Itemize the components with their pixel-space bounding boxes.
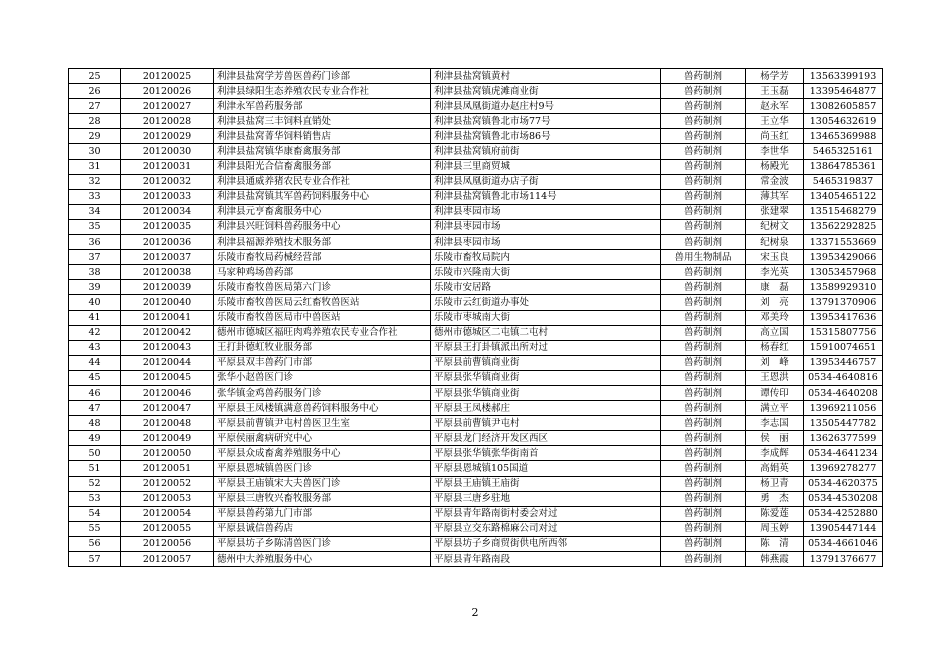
contact-person: 王立华 [746, 114, 804, 129]
product-category: 兽用生物制品 [661, 250, 746, 265]
product-category: 兽药制剂 [661, 325, 746, 340]
product-category: 兽药制剂 [661, 416, 746, 431]
business-address: 平原县张华镇商业街 [431, 385, 661, 400]
license-code: 20120032 [121, 174, 214, 189]
business-address: 利津县三里商贸城 [431, 159, 661, 174]
contact-person: 赵永军 [746, 99, 804, 114]
product-category: 兽药制剂 [661, 476, 746, 491]
table-row [69, 521, 883, 536]
business-name: 德州中大养殖服务中心 [214, 552, 431, 567]
table-row [69, 265, 883, 280]
row-number: 26 [69, 84, 121, 99]
contact-phone: 5465325161 [804, 144, 883, 159]
row-number: 36 [69, 235, 121, 250]
contact-phone: 13626377599 [804, 431, 883, 446]
table-row [69, 250, 883, 265]
license-code: 20120046 [121, 385, 214, 400]
product-category: 兽药制剂 [661, 536, 746, 551]
product-category: 兽药制剂 [661, 204, 746, 219]
row-number: 54 [69, 506, 121, 521]
table-row [69, 144, 883, 159]
product-category: 兽药制剂 [661, 280, 746, 295]
product-category: 兽药制剂 [661, 431, 746, 446]
business-address: 利津县盐窝镇鲁北市场77号 [431, 114, 661, 129]
product-category: 兽药制剂 [661, 446, 746, 461]
product-category: 兽药制剂 [661, 159, 746, 174]
product-category: 兽药制剂 [661, 385, 746, 400]
contact-phone: 13053457968 [804, 265, 883, 280]
row-number: 49 [69, 431, 121, 446]
contact-phone: 0534-4661046 [804, 536, 883, 551]
contact-person: 尚玉红 [746, 129, 804, 144]
row-number: 29 [69, 129, 121, 144]
row-number: 32 [69, 174, 121, 189]
license-code: 20120038 [121, 265, 214, 280]
contact-phone: 0534-4640208 [804, 385, 883, 400]
license-code: 20120030 [121, 144, 214, 159]
license-code: 20120029 [121, 129, 214, 144]
license-code: 20120037 [121, 250, 214, 265]
business-address: 平原县张华镇商业街 [431, 370, 661, 385]
business-address: 平原县青年路南街村委会对过 [431, 506, 661, 521]
product-category: 兽药制剂 [661, 219, 746, 234]
contact-phone: 13791376677 [804, 552, 883, 567]
row-number: 33 [69, 189, 121, 204]
table-row [69, 204, 883, 219]
business-name: 平原侯丽禽病研究中心 [214, 431, 431, 446]
business-name: 利津县盐窝三丰饲料直销处 [214, 114, 431, 129]
row-number: 46 [69, 385, 121, 400]
table-row [69, 280, 883, 295]
license-code: 20120039 [121, 280, 214, 295]
license-code: 20120048 [121, 416, 214, 431]
business-name: 乐陵市畜牧局药械经营部 [214, 250, 431, 265]
business-name: 乐陵市畜牧兽医局第六门诊 [214, 280, 431, 295]
license-code: 20120042 [121, 325, 214, 340]
row-number: 52 [69, 476, 121, 491]
contact-person: 杨卫青 [746, 476, 804, 491]
contact-phone: 0534-4641234 [804, 446, 883, 461]
table-row [69, 310, 883, 325]
business-address: 平原县王打卦镇派出所对过 [431, 340, 661, 355]
table-row [69, 536, 883, 551]
license-code: 20120056 [121, 536, 214, 551]
row-number: 30 [69, 144, 121, 159]
row-number: 25 [69, 69, 121, 84]
contact-person: 杨殿光 [746, 159, 804, 174]
business-address: 平原县青年路南段 [431, 552, 661, 567]
table-row [69, 174, 883, 189]
table-row [69, 325, 883, 340]
business-name: 张华镇金鸡兽药服务门诊 [214, 385, 431, 400]
table-row [69, 69, 883, 84]
table-row [69, 416, 883, 431]
table-row [69, 506, 883, 521]
product-category: 兽药制剂 [661, 552, 746, 567]
product-category: 兽药制剂 [661, 355, 746, 370]
contact-person: 陈 清 [746, 536, 804, 551]
contact-person: 纪树文 [746, 219, 804, 234]
table-row [69, 84, 883, 99]
contact-person: 李光英 [746, 265, 804, 280]
license-code: 20120051 [121, 461, 214, 476]
license-code: 20120026 [121, 84, 214, 99]
product-category: 兽药制剂 [661, 310, 746, 325]
license-code: 20120034 [121, 204, 214, 219]
table-row [69, 99, 883, 114]
business-name: 平原县前曹镇尹屯村兽医卫生室 [214, 416, 431, 431]
contact-phone: 13953446757 [804, 355, 883, 370]
table-row [69, 340, 883, 355]
business-name: 平原县王庙镇宋大夫兽医门诊 [214, 476, 431, 491]
row-number: 27 [69, 99, 121, 114]
contact-phone: 13791370906 [804, 295, 883, 310]
business-address: 平原县张华镇张华街南首 [431, 446, 661, 461]
table-row [69, 385, 883, 400]
table-row [69, 431, 883, 446]
product-category: 兽药制剂 [661, 370, 746, 385]
table-row [69, 461, 883, 476]
contact-phone: 13969278277 [804, 461, 883, 476]
table-row [69, 235, 883, 250]
table-row [69, 370, 883, 385]
business-address: 平原县前曹镇尹屯村 [431, 416, 661, 431]
contact-person: 王玉磊 [746, 84, 804, 99]
business-address: 利津县盐窝镇鲁北市场86号 [431, 129, 661, 144]
row-number: 37 [69, 250, 121, 265]
business-address: 平原县立交东路棉麻公司对过 [431, 521, 661, 536]
table-row [69, 114, 883, 129]
contact-person: 王恩洪 [746, 370, 804, 385]
business-name: 利津永军兽药服务部 [214, 99, 431, 114]
row-number: 53 [69, 491, 121, 506]
contact-person: 刘 峰 [746, 355, 804, 370]
license-code: 20120040 [121, 295, 214, 310]
contact-phone: 0534-4530208 [804, 491, 883, 506]
contact-phone: 13515468279 [804, 204, 883, 219]
row-number: 44 [69, 355, 121, 370]
contact-person: 周玉婷 [746, 521, 804, 536]
license-code: 20120025 [121, 69, 214, 84]
business-name: 利津县通威养猪农民专业合作社 [214, 174, 431, 189]
contact-phone: 13969211056 [804, 401, 883, 416]
contact-person: 刘 亮 [746, 295, 804, 310]
table-row [69, 401, 883, 416]
product-category: 兽药制剂 [661, 401, 746, 416]
table-row [69, 552, 883, 567]
contact-phone: 5465319837 [804, 174, 883, 189]
row-number: 43 [69, 340, 121, 355]
contact-phone: 13505447782 [804, 416, 883, 431]
business-address: 平原县前曹镇商业街 [431, 355, 661, 370]
license-code: 20120054 [121, 506, 214, 521]
business-address: 利津县盐窝镇鲁北市场114号 [431, 189, 661, 204]
business-name: 利津县福源养殖技术服务部 [214, 235, 431, 250]
contact-person: 康 磊 [746, 280, 804, 295]
business-name: 平原县众成畜禽养殖服务中心 [214, 446, 431, 461]
product-category: 兽药制剂 [661, 69, 746, 84]
contact-phone: 13864785361 [804, 159, 883, 174]
business-name: 利津县盐窝菁华饲料销售店 [214, 129, 431, 144]
business-name: 平原县双丰兽药门市部 [214, 355, 431, 370]
business-address: 乐陵市云红街道办事处 [431, 295, 661, 310]
contact-phone: 0534-4620375 [804, 476, 883, 491]
license-code: 20120041 [121, 310, 214, 325]
contact-phone: 0534-4640816 [804, 370, 883, 385]
business-name: 德州市德城区福旺肉鸡养殖农民专业合作社 [214, 325, 431, 340]
row-number: 45 [69, 370, 121, 385]
business-address: 乐陵市枣城南大街 [431, 310, 661, 325]
row-number: 28 [69, 114, 121, 129]
license-code: 20120053 [121, 491, 214, 506]
business-address: 平原县坊子乡商贸街供电所西邻 [431, 536, 661, 551]
contact-person: 纪树泉 [746, 235, 804, 250]
contact-phone: 13953417636 [804, 310, 883, 325]
product-category: 兽药制剂 [661, 99, 746, 114]
row-number: 41 [69, 310, 121, 325]
contact-phone: 13082605857 [804, 99, 883, 114]
product-category: 兽药制剂 [661, 521, 746, 536]
row-number: 57 [69, 552, 121, 567]
row-number: 39 [69, 280, 121, 295]
table-row [69, 295, 883, 310]
business-name: 利津县元亨畜禽服务中心 [214, 204, 431, 219]
product-category: 兽药制剂 [661, 506, 746, 521]
license-code: 20120057 [121, 552, 214, 567]
contact-person: 宋玉良 [746, 250, 804, 265]
business-name: 平原县兽药第九门市部 [214, 506, 431, 521]
business-name: 平原县坊子乡陈清兽医门诊 [214, 536, 431, 551]
table-row [69, 476, 883, 491]
contact-person: 李成辉 [746, 446, 804, 461]
business-name: 乐陵市畜牧兽医局云红畜牧兽医站 [214, 295, 431, 310]
license-code: 20120052 [121, 476, 214, 491]
product-category: 兽药制剂 [661, 461, 746, 476]
business-address: 利津县盐窝镇黄村 [431, 69, 661, 84]
table-row [69, 219, 883, 234]
contact-person: 高立国 [746, 325, 804, 340]
contact-person: 张建翠 [746, 204, 804, 219]
registry-table-body [69, 69, 883, 567]
business-address: 平原县王庙镇王庙街 [431, 476, 661, 491]
product-category: 兽药制剂 [661, 129, 746, 144]
contact-person: 陈爱莲 [746, 506, 804, 521]
contact-person: 谭传印 [746, 385, 804, 400]
product-category: 兽药制剂 [661, 189, 746, 204]
business-name: 平原县诚信兽药店 [214, 521, 431, 536]
product-category: 兽药制剂 [661, 491, 746, 506]
license-code: 20120045 [121, 370, 214, 385]
row-number: 48 [69, 416, 121, 431]
business-address: 乐陵市兴隆南大街 [431, 265, 661, 280]
row-number: 40 [69, 295, 121, 310]
business-name: 马家种鸡场兽药部 [214, 265, 431, 280]
license-code: 20120033 [121, 189, 214, 204]
license-code: 20120047 [121, 401, 214, 416]
contact-person: 杨学芳 [746, 69, 804, 84]
license-code: 20120028 [121, 114, 214, 129]
contact-phone: 13562292825 [804, 219, 883, 234]
product-category: 兽药制剂 [661, 235, 746, 250]
contact-person: 侯 丽 [746, 431, 804, 446]
contact-person: 邓美玲 [746, 310, 804, 325]
contact-person: 薄其军 [746, 189, 804, 204]
business-address: 平原县王凤楼郝庄 [431, 401, 661, 416]
row-number: 47 [69, 401, 121, 416]
contact-phone: 15910074651 [804, 340, 883, 355]
business-name: 平原县王凤楼镇满意兽药饲料服务中心 [214, 401, 431, 416]
license-code: 20120035 [121, 219, 214, 234]
contact-phone: 13405465122 [804, 189, 883, 204]
contact-person: 满立平 [746, 401, 804, 416]
business-name: 平原县三唐牧兴畜牧服务部 [214, 491, 431, 506]
contact-phone: 13395464877 [804, 84, 883, 99]
row-number: 55 [69, 521, 121, 536]
business-address: 利津县枣园市场 [431, 219, 661, 234]
contact-person: 韩燕霞 [746, 552, 804, 567]
contact-phone: 13953429066 [804, 250, 883, 265]
contact-person: 常金波 [746, 174, 804, 189]
table-row [69, 446, 883, 461]
license-code: 20120031 [121, 159, 214, 174]
contact-person: 勇 杰 [746, 491, 804, 506]
registry-table [68, 68, 883, 567]
product-category: 兽药制剂 [661, 84, 746, 99]
business-name: 利津县盐窝镇华康畜禽服务部 [214, 144, 431, 159]
business-address: 利津县凤凰街道办店子街 [431, 174, 661, 189]
table-row [69, 159, 883, 174]
page-number: 2 [471, 606, 479, 619]
business-address: 利津县枣园市场 [431, 235, 661, 250]
product-category: 兽药制剂 [661, 265, 746, 280]
license-code: 20120043 [121, 340, 214, 355]
license-code: 20120049 [121, 431, 214, 446]
business-address: 乐陵市安居路 [431, 280, 661, 295]
table-row [69, 491, 883, 506]
contact-person: 李世华 [746, 144, 804, 159]
business-name: 利津县盐窝学芳兽医兽药门诊部 [214, 69, 431, 84]
table-row [69, 129, 883, 144]
license-code: 20120050 [121, 446, 214, 461]
product-category: 兽药制剂 [661, 174, 746, 189]
row-number: 38 [69, 265, 121, 280]
business-name: 王打卦德虹牧业服务部 [214, 340, 431, 355]
product-category: 兽药制剂 [661, 144, 746, 159]
table-row [69, 355, 883, 370]
contact-person: 杨春红 [746, 340, 804, 355]
contact-phone: 15315807756 [804, 325, 883, 340]
contact-phone: 13465369988 [804, 129, 883, 144]
contact-phone: 13371553669 [804, 235, 883, 250]
business-name: 乐陵市畜牧兽医局市中兽医站 [214, 310, 431, 325]
business-name: 利津县阳光合信畜禽服务部 [214, 159, 431, 174]
business-address: 利津县盐窝镇虎滩商业街 [431, 84, 661, 99]
row-number: 34 [69, 204, 121, 219]
contact-person: 李志国 [746, 416, 804, 431]
product-category: 兽药制剂 [661, 114, 746, 129]
contact-phone: 13054632619 [804, 114, 883, 129]
contact-phone: 0534-4252880 [804, 506, 883, 521]
business-name: 利津县盐窝镇其军兽药饲料服务中心 [214, 189, 431, 204]
row-number: 35 [69, 219, 121, 234]
product-category: 兽药制剂 [661, 340, 746, 355]
product-category: 兽药制剂 [661, 295, 746, 310]
table-row [69, 189, 883, 204]
business-address: 德州市德城区二屯镇二屯村 [431, 325, 661, 340]
contact-phone: 13905447144 [804, 521, 883, 536]
business-address: 平原县三唐乡驻地 [431, 491, 661, 506]
license-code: 20120044 [121, 355, 214, 370]
business-address: 利津县枣园市场 [431, 204, 661, 219]
row-number: 51 [69, 461, 121, 476]
contact-phone: 13563399193 [804, 69, 883, 84]
row-number: 31 [69, 159, 121, 174]
license-code: 20120036 [121, 235, 214, 250]
business-address: 乐陵市畜牧局院内 [431, 250, 661, 265]
contact-phone: 13589929310 [804, 280, 883, 295]
business-name: 平原县恩城镇兽医门诊 [214, 461, 431, 476]
license-code: 20120055 [121, 521, 214, 536]
contact-person: 高娟英 [746, 461, 804, 476]
row-number: 56 [69, 536, 121, 551]
business-name: 利津县兴旺饲料兽药服务中心 [214, 219, 431, 234]
license-code: 20120027 [121, 99, 214, 114]
row-number: 50 [69, 446, 121, 461]
row-number: 42 [69, 325, 121, 340]
business-address: 平原县恩城镇105国道 [431, 461, 661, 476]
registry-sheet [68, 68, 882, 567]
business-name: 张华小赵兽医门诊 [214, 370, 431, 385]
business-address: 平原县龙门经济开发区西区 [431, 431, 661, 446]
business-name: 利津县绿阳生态养殖农民专业合作社 [214, 84, 431, 99]
business-address: 利津县凤凰街道办赵庄村9号 [431, 99, 661, 114]
business-address: 利津县盐窝镇府前街 [431, 144, 661, 159]
